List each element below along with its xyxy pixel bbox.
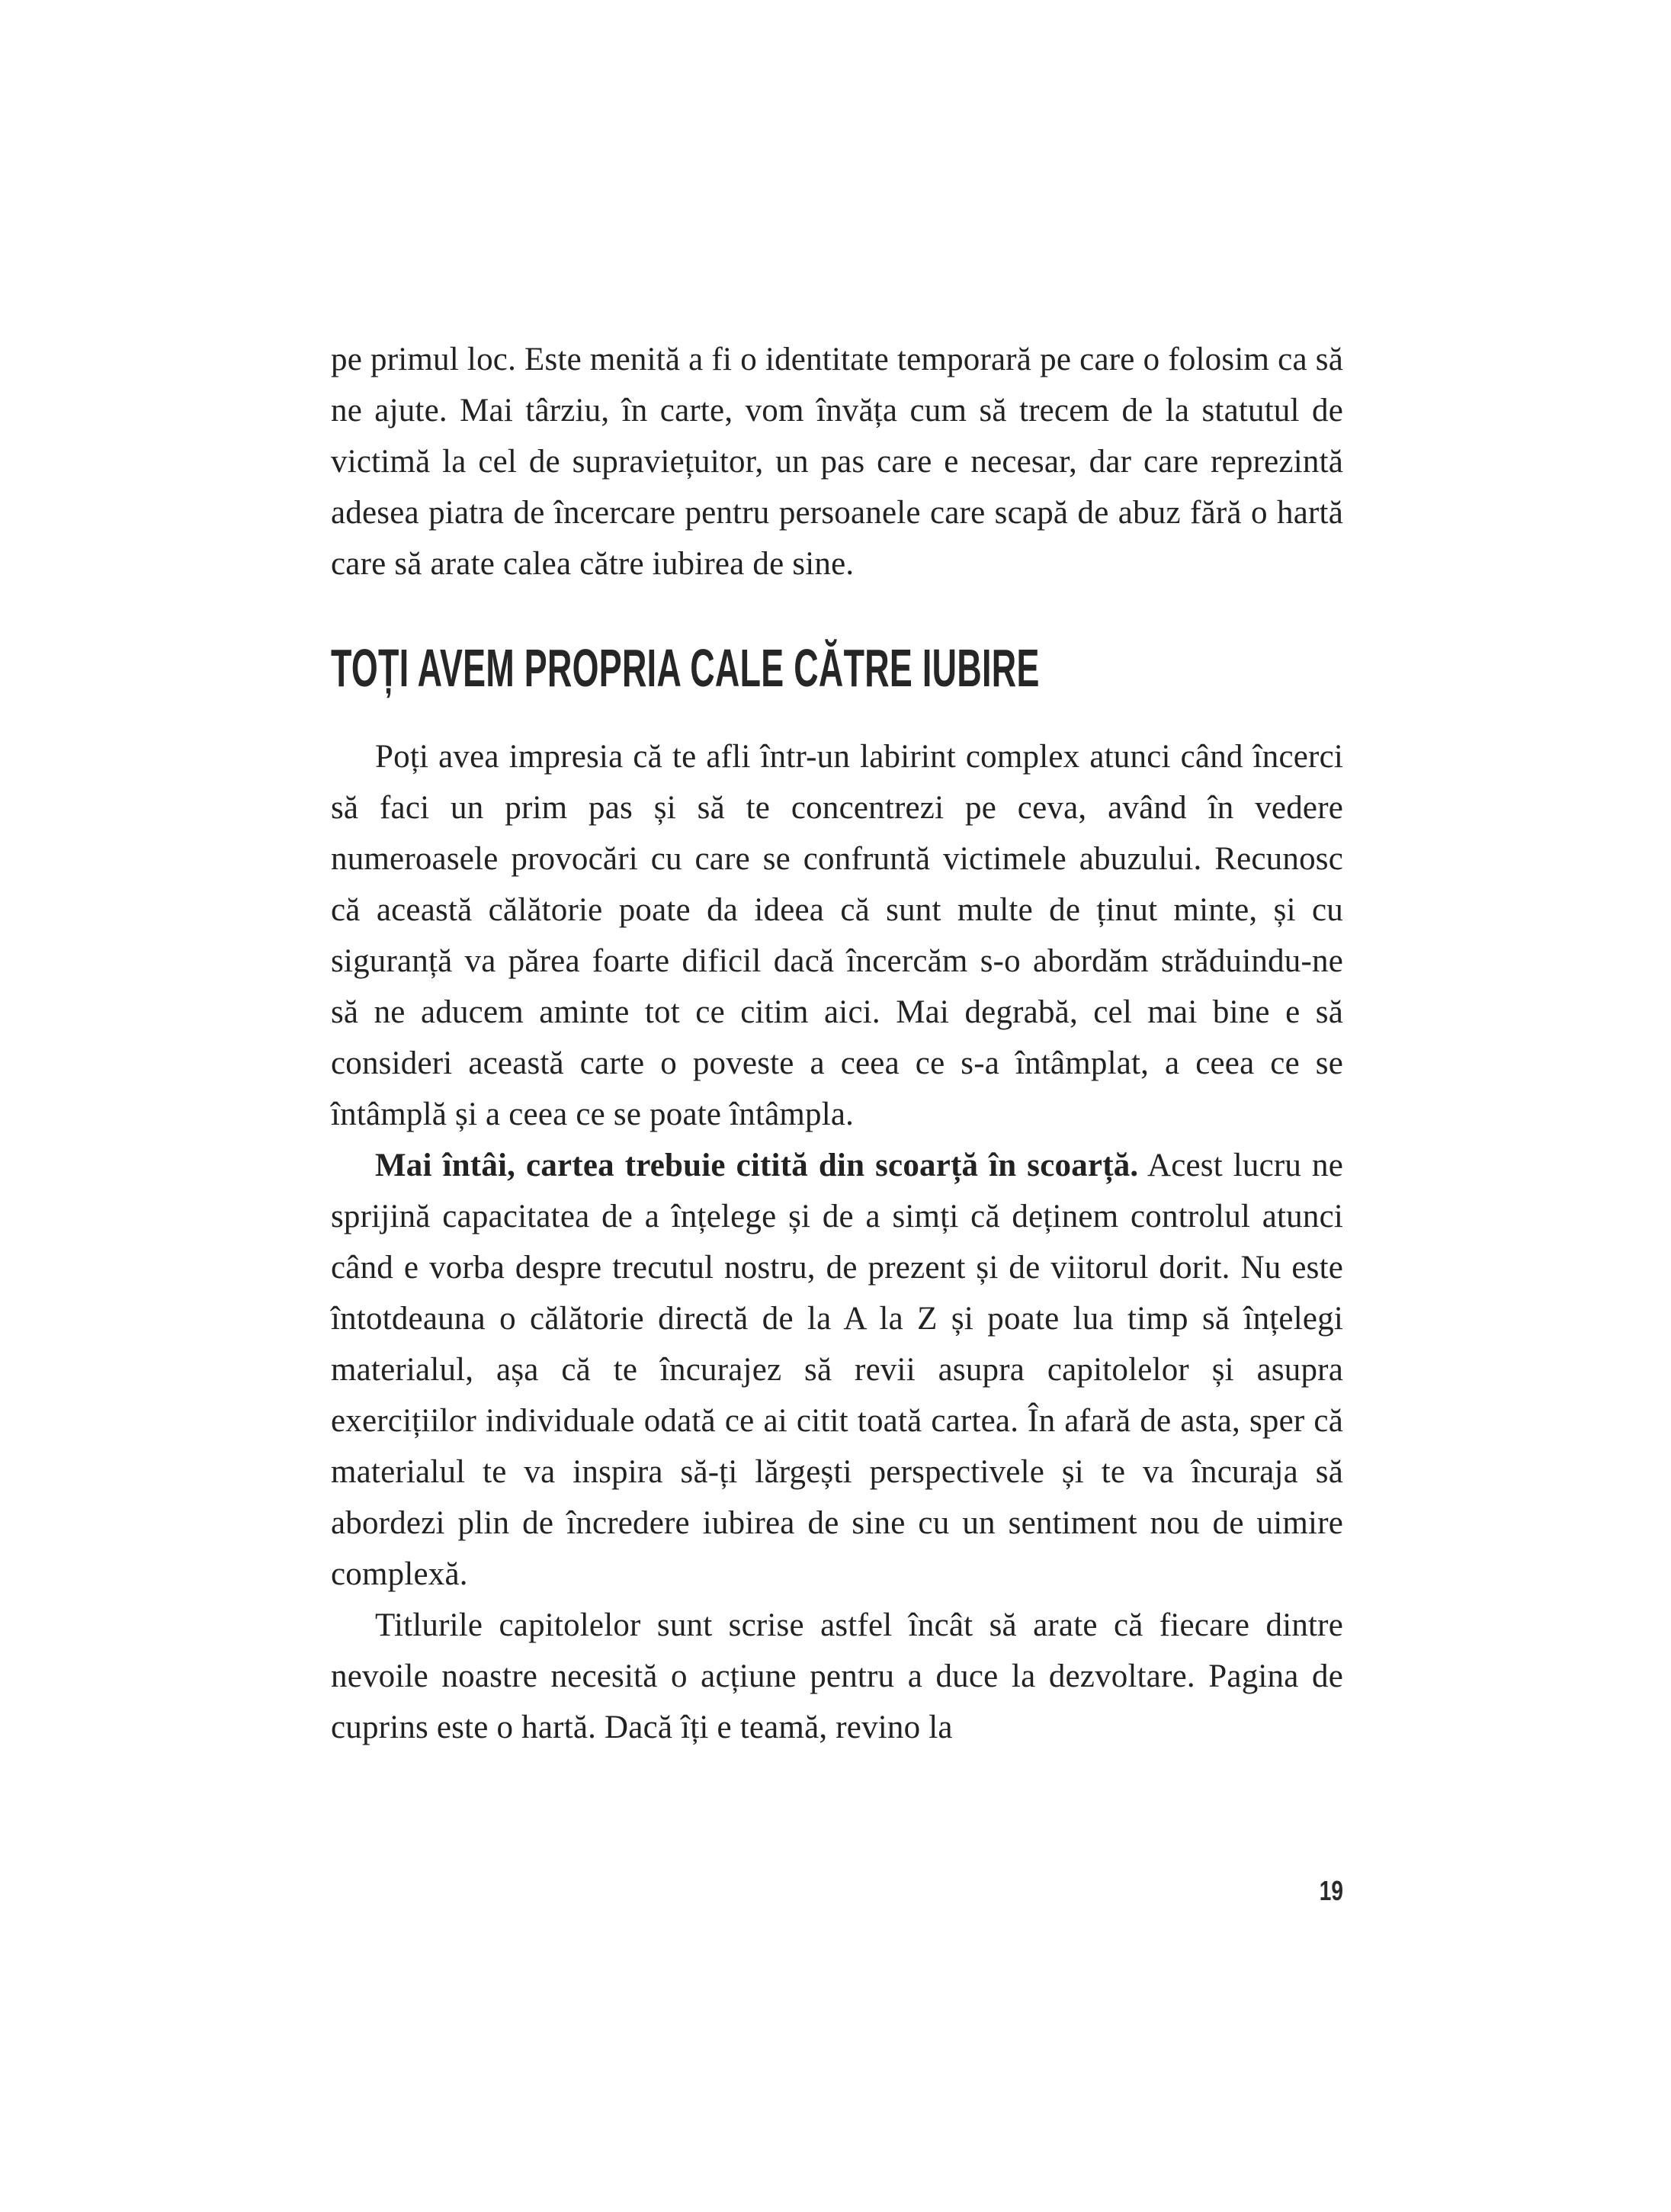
paragraph-continuation: pe primul loc. Este menită a fi o identitate temporară pe care o folosim ca să ne ajute. Mai târziu, în carte, vom învăța cum să trecem de la statutul de victimă la cel de supraviețuitor, un pas care e necesar, dar care reprezintă adesea piatra de încercare pentru persoanele care scapă de abuz fără o hartă care să arate calea către iubirea de sine.: [331, 342, 1343, 582]
bold-lead-sentence: Mai întâi, cartea trebuie citită din scoarță în scoarță.: [375, 1148, 1139, 1183]
text-block: [331, 334, 1343, 1753]
page-number: 19: [1319, 1875, 1343, 1906]
paragraph-body: Acest lucru ne sprijină capacitatea de a înțelege și de a simți că deținem controlul atunci când e vorba despre trecutul nostru, de prezent și de viitorul dorit. Nu este întotdeauna o călătorie directă de la A la Z și poate lua timp să înțelegi materialul, așa că te încurajez să revii asupra capitolelor și asupra exercițiilor individuale odată ce ai citit toată cartea. În afară de asta, sper că materialul te va inspira să-ți lărgești perspectivele și te va încuraja să abordezi plin de încredere iubirea de sine cu un sentiment nou de uimire complexă.: [331, 1148, 1343, 1592]
paragraph: Titlurile capitolelor sunt scrise astfel încât să arate că fiecare dintre nevoile noastre necesită o acțiune pentru a duce la dezvoltare. Pagina de cuprins este o hartă. Dacă îți e teamă, revino la: [331, 1607, 1343, 1745]
section-heading: TOȚI AVEM PROPRIA CALE CĂTRE IUBIRE: [331, 638, 1040, 698]
paragraph: Poți avea impresia că te afli într-un labirint complex atunci când încerci să faci un prim pas și să te concentrezi pe ceva, având în vedere numeroasele provocări cu care se confruntă victimele abuzului. Recunosc că această călătorie poate da ideea că sunt multe de ținut minte, și cu siguranță va părea foarte dificil dacă încercăm s-o abordăm străduindu-ne să ne aducem aminte tot ce citim aici. Mai degrabă, cel mai bine e să consideri această carte o poveste a ceea ce s-a întâmplat, a ceea ce se întâmplă și a ceea ce se poate întâmpla.: [331, 739, 1343, 1132]
paragraph-with-bold-lead: [331, 1140, 1343, 1600]
